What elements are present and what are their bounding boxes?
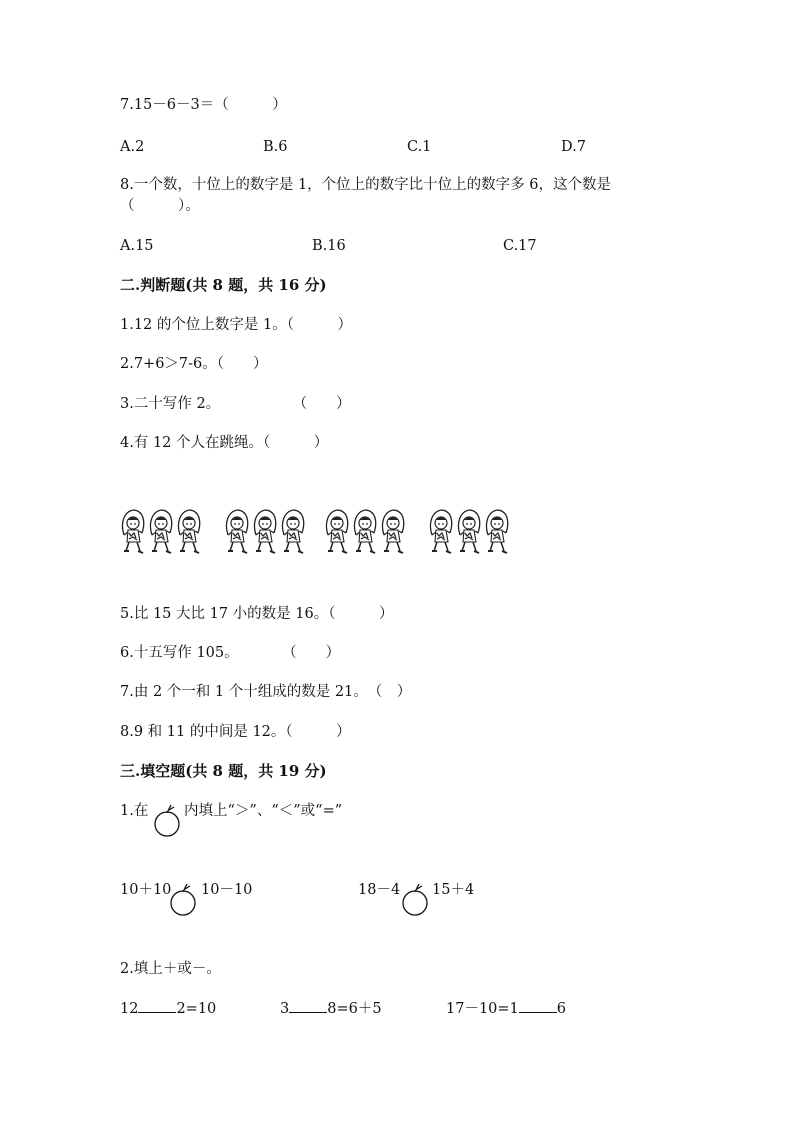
equation-3-part-b: 6 xyxy=(556,1001,567,1017)
q8-option-a: A.15 xyxy=(120,238,154,254)
child-icon xyxy=(382,510,403,553)
section-3-heading: 三.填空题(共 8 题，共 19 分) xyxy=(120,762,327,780)
q8-option-b: B.16 xyxy=(312,238,346,254)
blank-1 xyxy=(138,1000,176,1013)
q7-option-d: D.7 xyxy=(561,139,586,155)
compare-2-left: 18－4 xyxy=(358,882,401,898)
child-icon xyxy=(178,510,199,553)
question-8-stem-cont: （ ）。 xyxy=(120,198,200,214)
blank-3 xyxy=(519,1000,557,1013)
question-8-stem: 8.一个数，十位上的数字是 1，个位上的数字比十位上的数字多 6，这个数是 xyxy=(120,177,612,193)
judge-item-1: 1.12 的个位上数字是 1。（ ） xyxy=(120,317,352,333)
judge-item-2: 2.7+6＞7-6。（ ） xyxy=(120,356,268,372)
equation-3 xyxy=(446,1000,566,1018)
q8-option-c: C.17 xyxy=(503,238,537,254)
child-icon xyxy=(326,510,347,553)
child-icon xyxy=(430,510,451,553)
equation-1 xyxy=(120,1000,216,1018)
fill-q2-title: 2.填上＋或－。 xyxy=(120,961,221,977)
judge-item-5: 5.比 15 大比 17 小的数是 16。（ ） xyxy=(120,606,394,622)
equation-1-part-b: 2=10 xyxy=(176,1001,217,1017)
blank-2 xyxy=(289,1000,327,1013)
apple-icon xyxy=(152,802,184,838)
fill-q1-prefix: 1.在 xyxy=(120,803,149,819)
q7-option-c: C.1 xyxy=(407,139,432,155)
child-icon xyxy=(254,510,275,553)
fill-q1-instruction: 内填上“＞”、“＜”或“=” xyxy=(184,803,343,819)
section-2-heading: 二.判断题(共 8 题，共 16 分) xyxy=(120,276,327,294)
equation-3-part-a: 17－10=1 xyxy=(446,1001,519,1017)
compare-1-right: 10－10 xyxy=(201,882,253,898)
equation-2-part-a: 3 xyxy=(280,1001,290,1017)
compare-1-left: 10＋10 xyxy=(120,882,172,898)
equation-1-part-a: 12 xyxy=(120,1001,139,1017)
judge-item-8: 8.9 和 11 的中间是 12。（ ） xyxy=(120,724,351,740)
judge-item-7: 7.由 2 个一和 1 个十组成的数是 21。 （ ） xyxy=(120,684,412,700)
child-icon xyxy=(226,510,247,553)
child-icon xyxy=(354,510,375,553)
judge-item-6: 6.十五写作 105。 （ ） xyxy=(120,645,341,661)
jump-rope-children-figure xyxy=(118,505,528,565)
q7-option-b: B.6 xyxy=(263,139,288,155)
child-icon xyxy=(150,510,171,553)
compare-2-right: 15＋4 xyxy=(432,882,475,898)
child-icon xyxy=(486,510,507,553)
child-icon xyxy=(458,510,479,553)
apple-icon xyxy=(400,881,432,917)
apple-icon xyxy=(168,881,200,917)
equation-2-part-b: 8=6＋5 xyxy=(327,1001,382,1017)
child-icon xyxy=(122,510,143,553)
q7-option-a: A.2 xyxy=(120,139,145,155)
question-7-stem: 7.15－6－3＝（ ） xyxy=(120,97,287,113)
child-icon xyxy=(282,510,303,553)
judge-item-3: 3.二十写作 2。 （ ） xyxy=(120,396,351,412)
judge-item-4: 4.有 12 个人在跳绳。（ ） xyxy=(120,435,329,451)
equation-2 xyxy=(280,1000,382,1018)
